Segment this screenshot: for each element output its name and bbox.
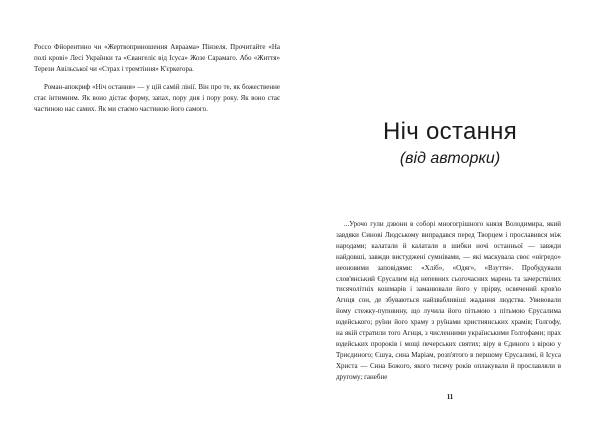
page-number: 11 [446, 393, 454, 401]
chapter-subtitle: (від авторки) [399, 150, 501, 167]
chapter-title: Ніч остання [382, 118, 518, 145]
right-page-text [336, 219, 561, 383]
left-paragraph-2: Роман-апокриф «Ніч остання» — у цій самій лінії. Він про те, як божественне стає інтимним. Як воно дістає форму, запах, пору дня і пору року. Як воно стає частиною нас самих. Як ми стаємо частиною його самого. [34, 82, 280, 113]
right-body-paragraph: ...Урочо гули дзвони в соборі многогрішного князя Володимира, який завдяки Синові Людському випрадався перед Творцем і прославився між народами; калатали й калатали в шибки ночі останньої — завжди найдовші, завжди вистуджені сумнівами, — які маскувала своє «нігредо» неоновими заповідями: «Хліб», «Одяг», «Взуття». Пробудували слов'янський Єрусалим від непевних сьогочасних марень та зачерствілих тисячолітніх кошмарів і заманювали його у прірву, освячений кров'ю Агнця сон, де збуваються найзвабливіші жадання людства. Увивовали йому стежку-пуповину, що лучила його пітьмою з пітьмою Єрусалима юдейського; руїни його храму з руїнами християнських храмів; Голгофу, на якій стратили того Агнця, з численними українськими Голгофами; прах юдейських пророків і мощі печерських святих; віру в Єдиного з вірою у Триєдиного; Єшуа, сина Маріам, розп'ятого в першому Єрусалимі, й Ісуса Христа — Сина Божого, якого тисячу років оплакували й прославляли в другому; ганебне [336, 220, 561, 381]
left-paragraph-1: Россо Фйорентино чи «Жертвоприношення Авраама» Пінзеля. Прочитайте «На полі крові» Лесі Українки та «Євангеліє від Ісуса» Жозе Сарамаго. Або «Життя» Терези Авільської чи «Страх і тремтіння» К'єркегора. [34, 43, 280, 73]
left-page-text [34, 42, 280, 114]
